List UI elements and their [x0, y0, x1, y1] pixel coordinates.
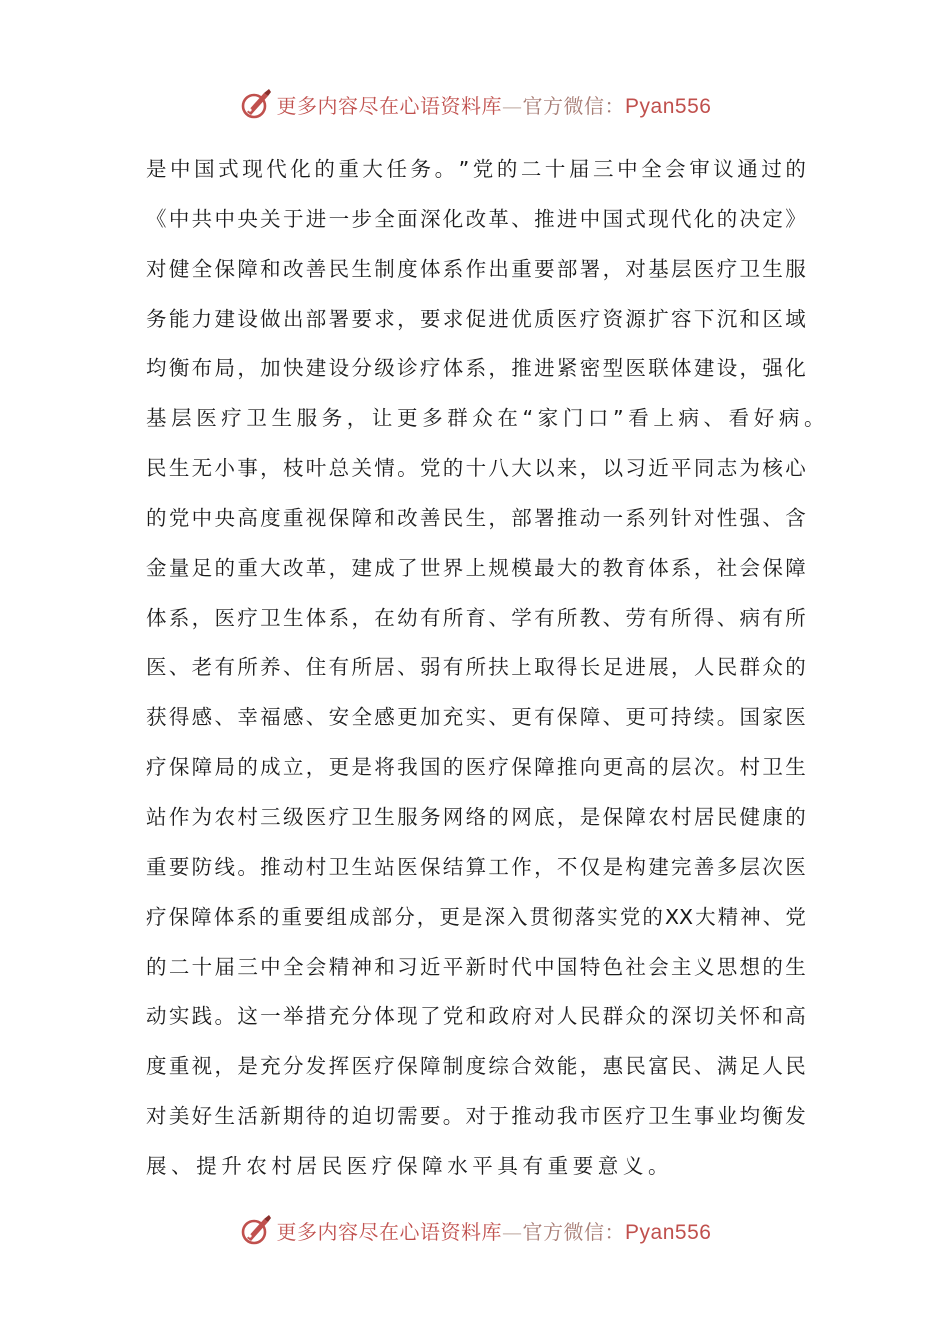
document-body [146, 145, 830, 1192]
body-line: 务 能 力 建 设 做 出 部 署 要 求 ， 要 求 促 进 优 质 医 疗 资 源 扩 容 下 沉 和 区 域 [146, 306, 806, 331]
watermark-text [277, 90, 712, 119]
body-line: 的 二 十 届 三 中 全 会 精 神 和 习 近 平 新 时 代 中 国 特 色 社 会 主 义 思 想 的 生 [146, 954, 806, 979]
body-line: 《 中 共 中 央 关 于 进 一 步 全 面 深 化 改 革 、 推 进 中 国 式 现 代 化 的 决 定 》 [146, 206, 806, 231]
body-line: 的 党 中 央 高 度 重 视 保 障 和 改 善 民 生 ， 部 署 推 动 一 系 列 针 对 性 强 、 含 [146, 505, 806, 530]
watermark-dash: — [502, 1219, 523, 1244]
body-line: 疗 保 障 局 的 成 立 ， 更 是 将 我 国 的 医 疗 保 障 推 向 更 高 的 层 次 。 村 卫 生 [146, 755, 806, 780]
watermark-wechat-label: 官方微信： [522, 93, 626, 118]
watermark-wechat-label: 官方微信： [522, 1219, 626, 1244]
body-line: 重 要 防 线 。 推 动 村 卫 生 站 医 保 结 算 工 作 ， 不 仅 是 构 建 完 善 多 层 次 医 [146, 854, 806, 879]
watermark-banner-top [0, 84, 950, 124]
watermark-wechat-id: Pyan556 [625, 1220, 712, 1244]
watermark-content [239, 1213, 712, 1247]
body-line: 获 得 感 、 幸 福 感 、 安 全 感 更 加 充 实 、 更 有 保 障 、 更 可 持 续 。 国 家 医 [146, 705, 806, 730]
body-line: 基层医疗卫生服务，让更多群众在“家门口”看上病、看好病。 [146, 406, 830, 431]
watermark-content [239, 87, 712, 121]
body-line: 医 、 老 有 所 养 、 住 有 所 居 、 弱 有 所 扶 上 取 得 长 足 进 展 ， 人 民 群 众 的 [146, 655, 806, 680]
pen-nib-circle-icon [239, 87, 273, 121]
watermark-site-text: 更多内容尽在心语资料库 [276, 1219, 503, 1244]
body-line: 是 中 国 式 现 代 化 的 重 大 任 务 。 ” 党 的 二 十 届 三 中 全 会 审 议 通 过 的 [146, 157, 806, 181]
body-line: 展、提升农村居民医疗保障水平具有重要意义。 [146, 1153, 674, 1178]
body-line: 动 实 践 。 这 一 举 措 充 分 体 现 了 党 和 政 府 对 人 民 群 众 的 深 切 关 怀 和 高 [146, 1004, 806, 1029]
watermark-wechat-id: Pyan556 [625, 94, 712, 118]
body-line: 站 作 为 农 村 三 级 医 疗 卫 生 服 务 网 络 的 网 底 ， 是 保 障 农 村 居 民 健 康 的 [146, 804, 806, 829]
watermark-text [277, 1216, 712, 1245]
body-line: 疗 保 障 体 系 的 重 要 组 成 部 分 ， 更 是 深 入 贯 彻 落 实 党 的 XX 大 精 神 、 党 [146, 904, 806, 929]
body-line: 体 系 ， 医 疗 卫 生 体 系 ， 在 幼 有 所 育 、 学 有 所 教 、 劳 有 所 得 、 病 有 所 [146, 605, 806, 630]
pen-nib-circle-icon [239, 1213, 273, 1247]
body-line: 对 美 好 生 活 新 期 待 的 迫 切 需 要 。 对 于 推 动 我 市 医 疗 卫 生 事 业 均 衡 发 [146, 1104, 806, 1129]
watermark-banner-bottom [0, 1210, 950, 1250]
body-line: 金 量 足 的 重 大 改 革 ， 建 成 了 世 界 上 规 模 最 大 的 教 育 体 系 ， 社 会 保 障 [146, 555, 806, 580]
body-line: 对 健 全 保 障 和 改 善 民 生 制 度 体 系 作 出 重 要 部 署 ， 对 基 层 医 疗 卫 生 服 [146, 256, 806, 281]
body-line: 均 衡 布 局 ， 加 快 建 设 分 级 诊 疗 体 系 ， 推 进 紧 密 型 医 联 体 建 设 ， 强 化 [146, 356, 806, 381]
watermark-site-text: 更多内容尽在心语资料库 [276, 93, 503, 118]
watermark-dash: — [502, 93, 523, 118]
body-line: 民 生 无 小 事 ， 枝 叶 总 关 情 。 党 的 十 八 大 以 来 ， 以 习 近 平 同 志 为 核 心 [146, 456, 806, 481]
body-line: 度 重 视 ， 是 充 分 发 挥 医 疗 保 障 制 度 综 合 效 能 ， 惠 民 富 民 、 满 足 人 民 [146, 1054, 806, 1079]
